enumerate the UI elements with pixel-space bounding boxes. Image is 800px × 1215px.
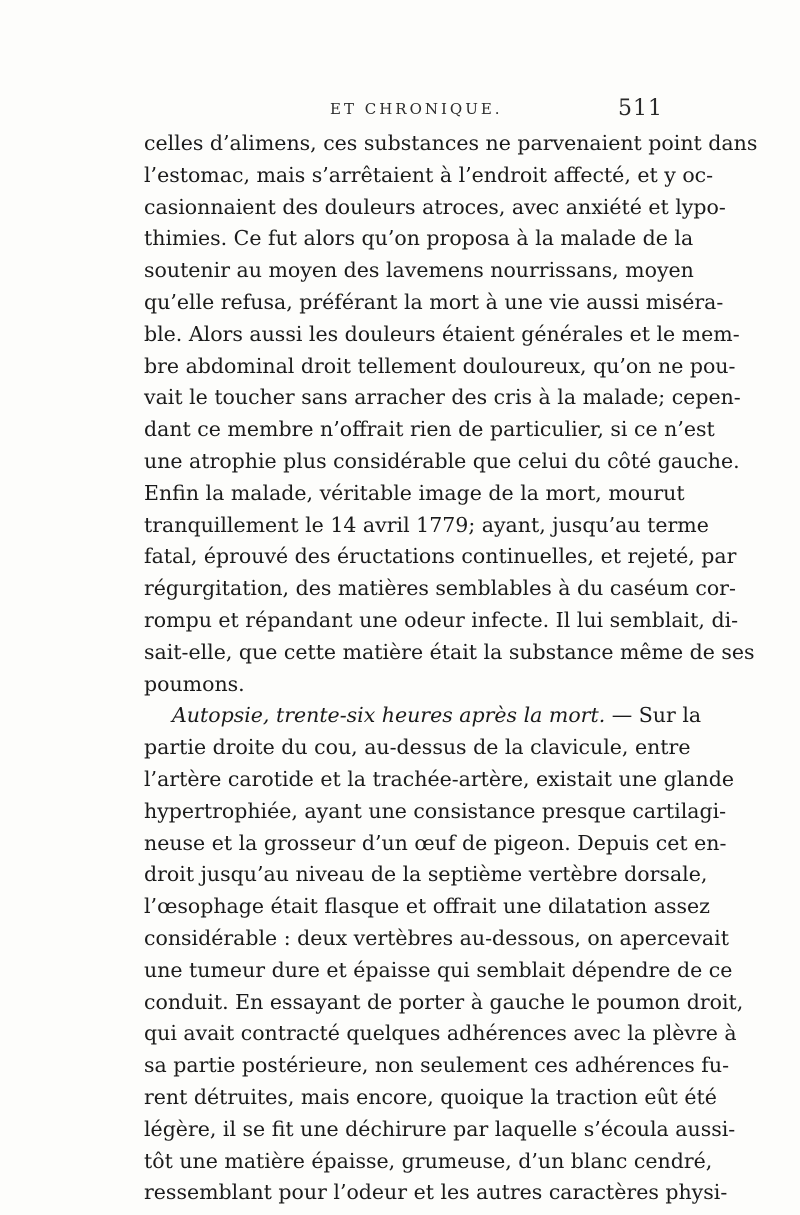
- page-number: 511: [618, 96, 663, 121]
- autopsy-heading-line: [144, 700, 702, 732]
- text-line: ressemblant pour l’odeur et les autres caractères physi-: [144, 1180, 728, 1205]
- text-line: une tumeur dure et épaisse qui semblait dépendre de ce: [144, 957, 733, 982]
- text-line: dant ce membre n’offrait rien de particulier, si ce n’est: [144, 417, 715, 442]
- text-line: tôt une matière épaisse, grumeuse, d’un blanc cendré,: [144, 1148, 713, 1173]
- text-line: régurgitation, des matières semblables à du caséum cor-: [144, 576, 736, 601]
- text-line: l’estomac, mais s’arrêtaient à l’endroit affecté, et y oc-: [144, 162, 714, 187]
- text-line: Enfin la malade, véritable image de la mort, mourut: [144, 480, 685, 505]
- text-line: bre abdominal droit tellement douloureux, qu’on ne pou-: [144, 353, 736, 378]
- text-line: droit jusqu’au niveau de la septième vertèbre dorsale,: [144, 862, 708, 887]
- text-line: thimies. Ce fut alors qu’on proposa à la malade de la: [144, 226, 694, 251]
- text-line: légère, il se fit une déchirure par laquelle s’écoula aussi-: [144, 1116, 736, 1141]
- text-line: sa partie postérieure, non seulement ces adhérences fu-: [144, 1053, 730, 1078]
- text-line: celles d’alimens, ces substances ne parvenaient point dans: [144, 131, 758, 155]
- text-line: considérable : deux vertèbres au-dessous, on apercevait: [144, 925, 729, 950]
- text-line: partie droite du cou, au-dessus de la clavicule, entre: [144, 735, 691, 760]
- running-head: ET CHRONIQUE.: [330, 100, 503, 118]
- text-line: soutenir au moyen des lavemens nourrissans, moyen: [144, 258, 694, 283]
- text-line: casionnaient des douleurs atroces, avec anxiété et lypo-: [144, 194, 726, 219]
- text-line: une atrophie plus considérable que celui du côté gauche.: [144, 448, 740, 473]
- text-line: l’artère carotide et la trachée-artère, existait une glande: [144, 766, 734, 791]
- text-line: fatal, éprouvé des éructations continuelles, et rejeté, par: [144, 544, 737, 569]
- text-line: hypertrophiée, ayant une consistance presque cartilagi-: [144, 798, 727, 823]
- text-line: poumons.: [144, 671, 245, 696]
- text-line: qu’elle refusa, préférant la mort à une vie aussi miséra-: [144, 289, 724, 314]
- autopsy-heading-rest: — Sur la: [605, 703, 702, 728]
- text-line: ble. Alors aussi les douleurs étaient générales et le mem-: [144, 321, 740, 346]
- text-line: neuse et la grosseur d’un œuf de pigeon. Depuis cet en-: [144, 830, 727, 855]
- autopsy-heading: Autopsie, trente-six heures après la mort.: [172, 703, 606, 728]
- text-line: rent détruites, mais encore, quoique la traction eût été: [144, 1084, 717, 1109]
- text-line: qui avait contracté quelques adhérences avec la plèvre à: [144, 1021, 737, 1046]
- text-line: sait-elle, que cette matière était la substance même de ses: [144, 639, 755, 664]
- text-line: conduit. En essayant de porter à gauche le poumon droit,: [144, 989, 744, 1014]
- text-line: vait le toucher sans arracher des cris à la malade; cepen-: [144, 385, 741, 410]
- text-line: rompu et répandant une odeur infecte. Il lui semblait, di-: [144, 607, 739, 632]
- body-text: [144, 128, 758, 1209]
- text-line: tranquillement le 14 avril 1779; ayant, jusqu’au terme: [144, 512, 709, 537]
- text-line: l’œsophage était flasque et offrait une dilatation assez: [144, 894, 710, 919]
